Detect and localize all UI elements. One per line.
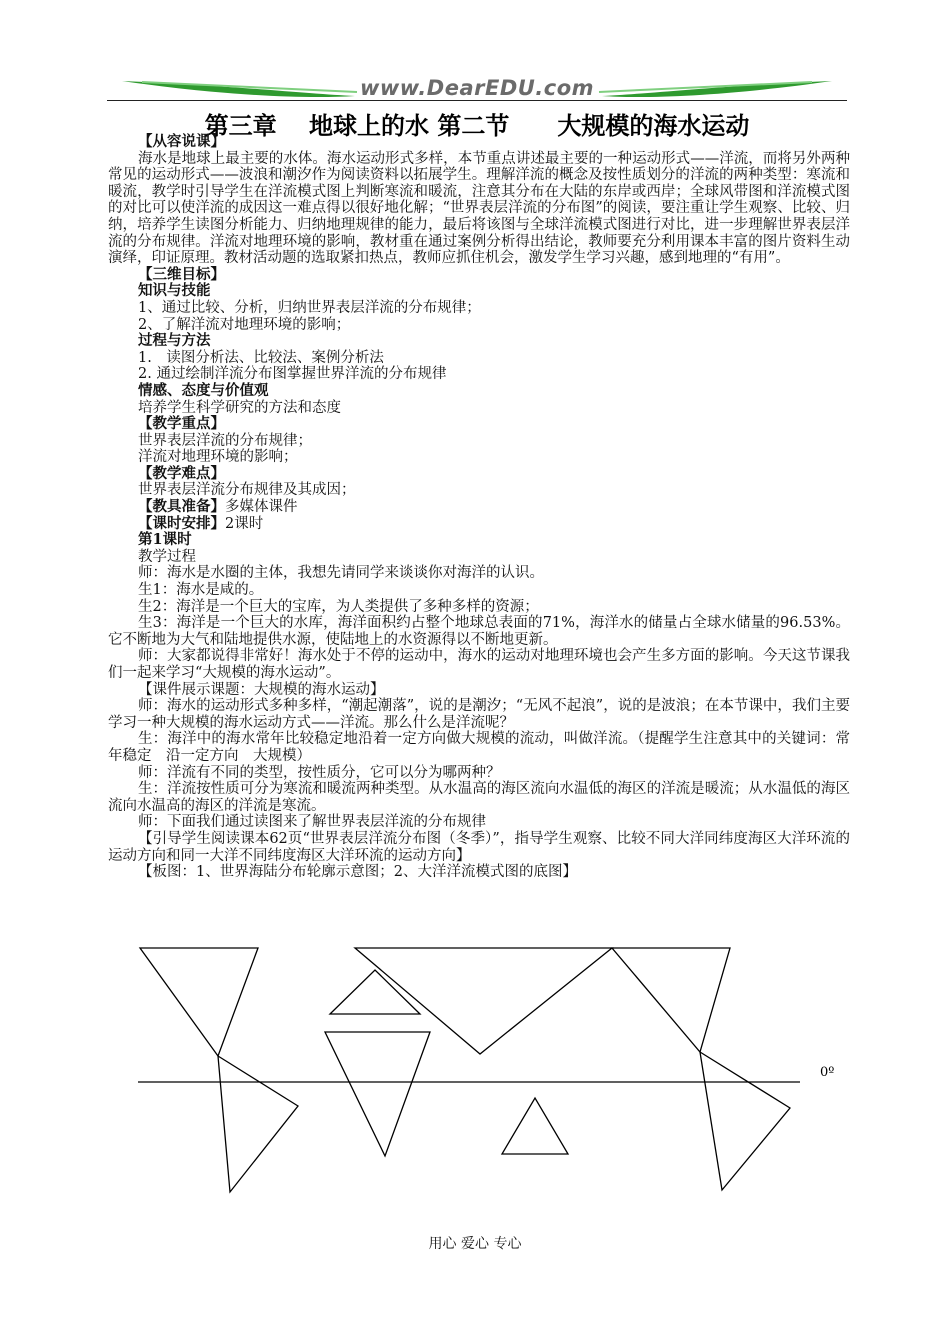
- continent-africa: [325, 1032, 430, 1156]
- page-title: 第三章 地球上的水 第二节 大规模的海水运动: [204, 112, 750, 140]
- dialogue-line: 【引导学生阅读课本62页“世界表层洋流分布图（冬季）”，指导学生观察、比较不同大洋同纬度海区大洋环流的运动方向和同一大洋不同纬度海区大洋环流的运动方向】: [108, 830, 850, 864]
- header-divider: [107, 100, 847, 101]
- objective-item: 2、了解洋流对地理环境的影响；: [138, 316, 351, 333]
- keshi-value: 2课时: [225, 515, 264, 532]
- continent-south-america: [218, 1056, 298, 1192]
- continent-north-america: [140, 948, 258, 1056]
- equator-label: 0º: [820, 1065, 835, 1080]
- dialogue-line: 生2：海洋是一个巨大的宝库，为人类提供了多种多样的资源；: [138, 598, 539, 615]
- congrong-paragraph: 海水是地球上最主要的水体。海水运动形式多样，本节重点讲述最主要的一种运动形式——洋流，而将另外两种常见的运动形式——波浪和潮汐作为阅读资料以拓展学生。理解洋流的概念及按性质划分的洋流的两种类型：寒流和暖流，教学时引导学生在洋流模式图上判断寒流和暖流，注意其分布在大陆的东岸或西岸；全球风带图和洋流模式图的对比可以使洋流的成因这一难点得以很好地化解；“世界表层洋流的分布图”的阅读，要注重让学生观察、比较、归纳，培养学生读图分析能力、归纳地理规律的能力，最后将该图与全球洋流模式图进行对比，进一步理解世界表层洋流的分布规律。洋流对地理环境的影响，教材重在通过案例分析得出结论，教师要充分利用课本丰富的图片资料生动演绎，印证原理。教材活动题的选取紧扣热点，教师应抓住机会，激发学生学习兴趣，感到地理的“有用”。: [108, 150, 850, 267]
- continent-south-america-east: [700, 1052, 790, 1190]
- dialogue-line: 师：下面我们通过读图来了解世界表层洋流的分布规律: [138, 814, 486, 831]
- dialogue-line: 【课件展示课题：大规模的海水运动】: [138, 681, 385, 698]
- continent-north-america-east: [612, 948, 730, 1052]
- zhongdian-line: 世界表层洋流的分布规律；: [138, 432, 312, 449]
- header-banner: [107, 76, 847, 102]
- dialogue-line: 师：大家都说得非常好！海水处于不停的运动中，海水的运动对地理环境也会产生多方面的影响。今天这节课我们一起来学习“大规模的海水运动”。: [108, 648, 850, 681]
- subheading-guocheng: 过程与方法: [138, 332, 211, 350]
- dialogue-line: 师：洋流有不同的类型，按性质分，它可以分为哪两种？: [138, 764, 501, 781]
- dialogue-line: 生3：海洋是一个巨大的水库，海洋面积约占整个地球总表面的71%，海洋水的储量占全球水储量的96.53%。它不断地为大气和陆地提供水源，使陆地上的水资源得以不断地更新。: [108, 615, 850, 648]
- dialogue-line: 生1：海水是咸的。: [138, 582, 264, 599]
- zhongdian-line: 洋流对地理环境的影响；: [138, 449, 298, 466]
- objective-item: 2. 通过绘制洋流分布图掌握世界洋流的分布规律: [138, 366, 447, 383]
- site-logo: www.DearEDU.com: [359, 76, 595, 100]
- objective-item: 1、通过比较、分析，归纳世界表层洋流的分布规律；: [138, 299, 481, 316]
- dialogue-line: 生：海洋中的海水常年比较稳定地沿着一定方向做大规模的流动，叫做洋流。（提醒学生注意其中的关键词：常年稳定 沿一定方向 大规模）: [108, 731, 850, 764]
- objective-item: 1. 读图分析法、比较法、案例分析法: [138, 349, 384, 366]
- section-heading-jiaoju: 【教具准备】: [138, 498, 225, 516]
- continent-australia: [502, 1098, 568, 1154]
- section-heading-nandian: 【教学难点】: [138, 464, 225, 482]
- objective-item: 培养学生科学研究的方法和态度: [138, 399, 341, 416]
- continent-asia: [355, 948, 612, 1054]
- section-heading-zhongdian: 【教学重点】: [138, 415, 225, 433]
- sea-land-outline-diagram: [130, 932, 850, 1202]
- section-heading-congrong: 【从容说课】: [138, 133, 225, 150]
- nandian-line: 世界表层洋流分布规律及其成因；: [138, 482, 356, 499]
- lesson-process: 教学过程: [138, 548, 196, 565]
- section-heading-keshi: 【课时安排】: [138, 514, 225, 532]
- section-heading-sanwei: 【三维目标】: [138, 265, 225, 283]
- page-footer: 用心 爱心 专心: [428, 1236, 522, 1252]
- subheading-qinggan: 情感、态度与价值观: [138, 381, 269, 399]
- keshi-line: [108, 516, 850, 533]
- lesson-title: 第1课时: [138, 531, 192, 549]
- dialogue-line: 【板图：1、世界海陆分布轮廓示意图；2、大洋洋流模式图的底图】: [138, 864, 577, 881]
- dialogue-line: 师：海水的运动形式多种多样，“潮起潮落”，说的是潮汐；“无风不起浪”，说的是波浪；在本节课中，我们主要学习一种大规模的海水运动方式——洋流。那么什么是洋流呢？: [108, 698, 850, 731]
- document-body: [108, 134, 850, 881]
- dialogue-line: 师：海水是水圈的主体，我想先请同学来谈谈你对海洋的认识。: [138, 565, 544, 582]
- subheading-zhishi: 知识与技能: [138, 282, 211, 300]
- jiaoju-line: [108, 499, 850, 516]
- dialogue-line: 生：洋流按性质可分为寒流和暖流两种类型。从水温高的海区流向水温低的海区的洋流是暖流；从水温低的海区流向水温高的海区的洋流是寒流。: [108, 781, 850, 814]
- jiaoju-value: 多媒体课件: [225, 499, 298, 516]
